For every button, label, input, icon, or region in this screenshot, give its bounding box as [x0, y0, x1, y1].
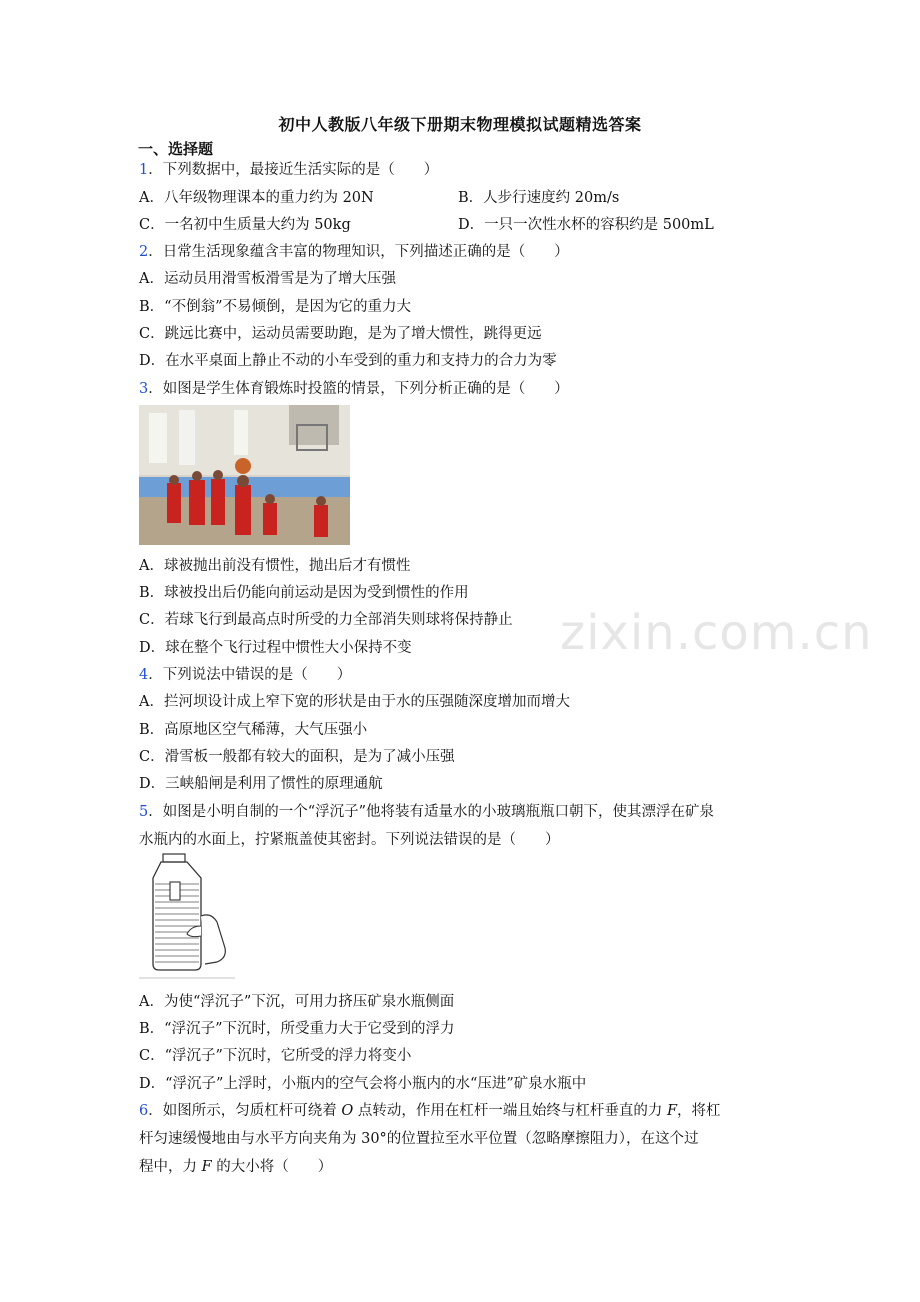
question-4-option-a: A．拦河坝设计成上窄下宽的形状是由于水的压强随深度增加而增大 [139, 694, 570, 710]
page-title: 初中人教版八年级下册期末物理模拟试题精选答案 [278, 115, 642, 134]
question-4-option-c: C．滑雪板一般都有较大的面积，是为了减小压强 [139, 749, 455, 765]
question-5-option-a: A．为使“浮沉子”下沉，可用力挤压矿泉水瓶侧面 [139, 994, 455, 1010]
question-5-option-c: C．“浮沉子”下沉时，它所受的浮力将变小 [139, 1048, 412, 1064]
question-5-stem-line-2: 水瓶内的水面上，拧紧瓶盖使其密封。下列说法错误的是（ ） [139, 832, 560, 848]
bottle-illustration [139, 852, 235, 980]
question-1-option-b: B．人步行速度约 20m/s [458, 190, 620, 206]
section-heading: 一、选择题 [138, 140, 214, 158]
question-4-stem: 4．下列说法中错误的是（ ） [139, 667, 352, 683]
question-3-option-a: A．球被抛出前没有惯性，抛出后才有惯性 [139, 558, 411, 574]
question-3-option-d: D．球在整个飞行过程中惯性大小保持不变 [139, 640, 412, 656]
question-2-stem: 2．日常生活现象蕴含丰富的物理知识，下列描述正确的是（ ） [139, 244, 569, 260]
question-3-option-b: B．球被投出后仍能向前运动是因为受到惯性的作用 [139, 585, 469, 601]
watermark: zixin.com.cn [560, 605, 873, 661]
question-2-option-d: D．在水平桌面上静止不动的小车受到的重力和支持力的合力为零 [139, 353, 557, 369]
question-6-stem-line-3: 程中，力 F 的大小将（ ） [139, 1159, 333, 1175]
question-1-option-c: C．一名初中生质量大约为 50kg [139, 217, 351, 233]
question-6-stem-line-2: 杆匀速缓慢地由与水平方向夹角为 30°的位置拉至水平位置（忽略摩擦阻力），在这个过 [139, 1131, 699, 1147]
basketball-photo-illustration [139, 405, 350, 545]
question-1-option-d: D．一只一次性水杯的容积约是 500mL [458, 217, 714, 233]
question-5-option-b: B．“浮沉子”下沉时，所受重力大于它受到的浮力 [139, 1021, 455, 1037]
question-2-option-b: B．“不倒翁”不易倾倒，是因为它的重力大 [139, 299, 411, 315]
question-3-stem: 3．如图是学生体育锻炼时投篮的情景，下列分析正确的是（ ） [139, 381, 569, 397]
question-3-option-c: C．若球飞行到最高点时所受的力全部消失则球将保持静止 [139, 612, 513, 628]
question-5-stem-line-1: 5．如图是小明自制的一个“浮沉子”他将装有适量水的小玻璃瓶瓶口朝下，使其漂浮在矿泉 [139, 804, 715, 820]
question-4-option-b: B．高原地区空气稀薄，大气压强小 [139, 722, 368, 738]
basketball-photo [139, 405, 350, 545]
question-2-option-c: C．跳远比赛中，运动员需要助跑，是为了增大惯性，跳得更远 [139, 326, 542, 342]
question-1-stem: 1．下列数据中，最接近生活实际的是（ ） [139, 162, 439, 178]
question-1-option-a: A．八年级物理课本的重力约为 20N [139, 190, 374, 206]
question-5-option-d: D．“浮沉子”上浮时，小瓶内的空气会将小瓶内的水“压进”矿泉水瓶中 [139, 1076, 587, 1092]
question-4-option-d: D．三峡船闸是利用了惯性的原理通航 [139, 776, 383, 792]
question-6-stem-line-1: 6．如图所示，匀质杠杆可绕着 O 点转动，作用在杠杆一端且始终与杠杆垂直的力 F，将杠 [139, 1103, 721, 1119]
question-2-option-a: A．运动员用滑雪板滑雪是为了增大压强 [139, 271, 396, 287]
cartesian-diver-figure [139, 852, 235, 980]
